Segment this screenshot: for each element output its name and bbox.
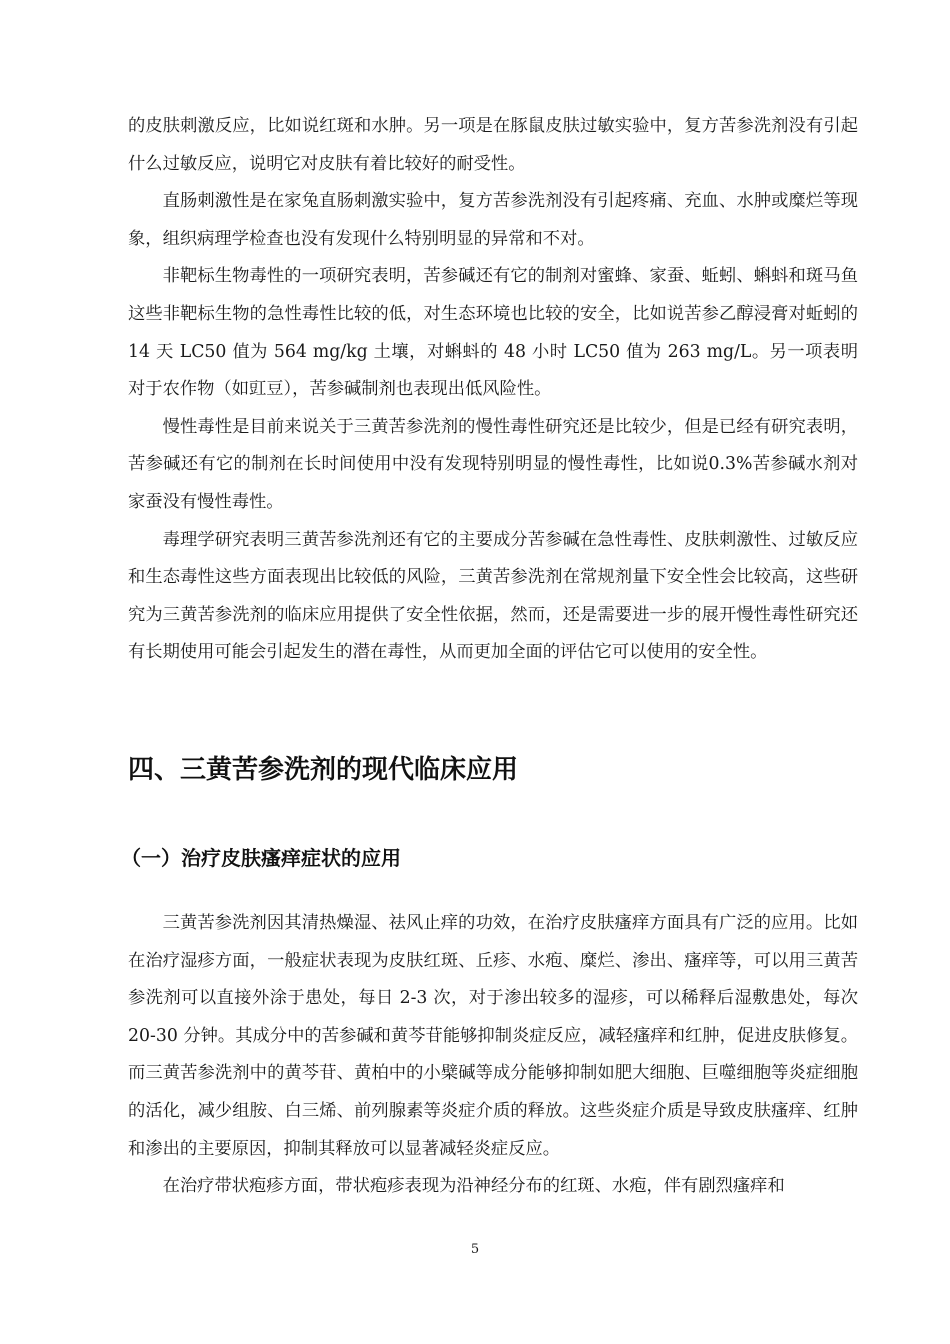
paragraph-rectal-irritation: 直肠刺激性是在家兔直肠刺激实验中，复方苦参洗剂没有引起疼痛、充血、水肿或糜烂等现象，组织病理学检查也没有发现什么特别明显的异常和不对。 xyxy=(128,191,858,249)
body-text-bottom xyxy=(128,905,858,1206)
paragraph-eczema-treatment: 三黄苦参洗剂因其清热燥湿、祛风止痒的功效，在治疗皮肤瘙痒方面具有广泛的应用。比如在治疗湿疹方面，一般症状表现为皮肤红斑、丘疹、水疱、糜烂、渗出、瘙痒等，可以用三黄苦参洗剂可以直接外涂于患处，每日 2-3 次，对于渗出较多的湿疹，可以稀释后湿敷患处，每次 20-30 分钟。其成分中的苦参碱和黄芩苷能够抑制炎症反应，减轻瘙痒和红肿，促进皮肤修复。而三黄苦参洗剂中的黄芩苷、黄柏中的小檗碱等成分能够抑制如肥大细胞、巨噬细胞等炎症细胞的活化，减少组胺、白三烯、前列腺素等炎症介质的释放。这些炎症介质是导致皮肤瘙痒、红肿和渗出的主要原因，抑制其释放可以显著减轻炎症反应。 xyxy=(128,913,858,1159)
body-text-top xyxy=(128,108,858,672)
paragraph-skin-irritation-continued: 的皮肤刺激反应，比如说红斑和水肿。另一项是在豚鼠皮肤过敏实验中，复方苦参洗剂没有引起什么过敏反应，说明它对皮肤有着比较好的耐受性。 xyxy=(128,116,858,174)
paragraph-non-target-toxicity: 非靶标生物毒性的一项研究表明，苦参碱还有它的制剂对蜜蜂、家蚕、蚯蚓、蝌蚪和斑马鱼这些非靶标生物的急性毒性比较的低，对生态环境也比较的安全，比如说苦参乙醇浸膏对蚯蚓的 14 天 LC50 值为 564 mg/kg 土壤，对蝌蚪的 48 小时 LC50 值为 263 mg/L。另一项表明对于农作物（如豇豆），苦参碱制剂也表现出低风险性。 xyxy=(128,266,858,400)
paragraph-toxicology-summary: 毒理学研究表明三黄苦参洗剂还有它的主要成分苦参碱在急性毒性、皮肤刺激性、过敏反应和生态毒性这些方面表现出比较低的风险，三黄苦参洗剂在常规剂量下安全性会比较高，这些研究为三黄苦参洗剂的临床应用提供了安全性依据，然而，还是需要进一步的展开慢性毒性研究还有长期使用可能会引起发生的潜在毒性，从而更加全面的评估它可以使用的安全性。 xyxy=(128,529,858,663)
page-number: 5 xyxy=(470,1242,480,1257)
paragraph-herpes-zoster-treatment: 在治疗带状疱疹方面，带状疱疹表现为沿神经分布的红斑、水疱，伴有剧烈瘙痒和 xyxy=(162,1176,785,1197)
paragraph-chronic-toxicity: 慢性毒性是目前来说关于三黄苦参洗剂的慢性毒性研究还是比较少，但是已经有研究表明，苦参碱还有它的制剂在长时间使用中没有发现特别明显的慢性毒性，比如说0.3%苦参碱水剂对家蚕没有慢性毒性。 xyxy=(128,416,858,512)
subsection-heading: （一）治疗皮肤瘙痒症状的应用 xyxy=(121,846,401,870)
section-heading: 四、三黄苦参洗剂的现代临床应用 xyxy=(128,755,519,785)
